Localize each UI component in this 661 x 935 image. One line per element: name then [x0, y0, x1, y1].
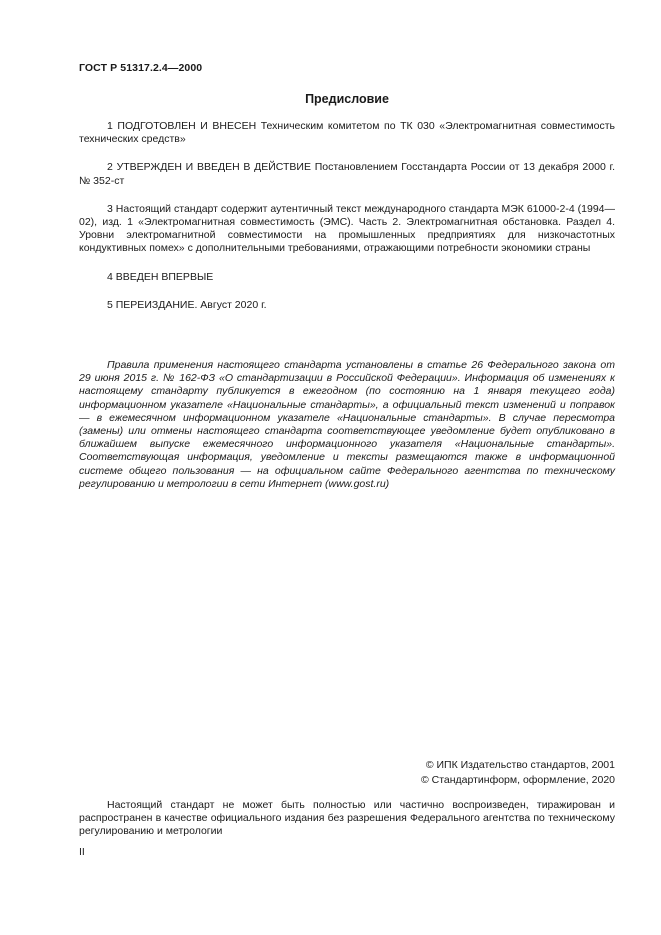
foreword-item-3: 3 Настоящий стандарт содержит аутентичный текст международного стандарта МЭК 61000-2-4 (1994—02), изд. 1 «Электромагнитная совместимость (ЭМС). Часть 2. Электромагнитная обстановка. Раздел 4. Уровни электромагнитной совместимости на промышленных предприятиях для низкочастотных кондуктивных помех» с дополнительными требованиями, отражающими потребности экономики страны	[79, 202, 615, 255]
copyright-line-2: © Стандартинформ, оформление, 2020	[420, 774, 615, 786]
page-title: Предисловие	[305, 92, 389, 106]
standard-application-notice: Правила применения настоящего стандарта установлены в статье 26 Федерального закона от 29 июня 2015 г. № 162-ФЗ «О стандартизации в Российской Федерации». Информация об изменениях к настоящему стандарту публикуется в ежегодном (по состоянию на 1 января текущего года) информационном указателе «Национальные стандарты», а официальный текст изменений и поправок — в ежемесячном информационном указателе «Национальные стандарты». В случае пересмотра (замены) или отмены настоящего стандарта соответствующее уведомление будет опубликовано в ближайшем выпуске ежемесячного информационного указателя «Национальные стандарты». Соответствующая информация, уведомление и тексты размещаются также в информационной системе общего пользования — на официальном сайте Федерального агентства по техническому регулированию и метрологии в сети Интернет (www.gost.ru)	[79, 359, 615, 490]
page-number: II	[79, 846, 85, 858]
copyright-line-1: © ИПК Издательство стандартов, 2001	[425, 759, 615, 771]
reproduction-rights-notice: Настоящий стандарт не может быть полностью или частично воспроизведен, тиражирован и распространен в качестве официального издания без разрешения Федерального агентства по техническому регулированию и метрологии	[79, 799, 615, 838]
foreword-item-1: 1 ПОДГОТОВЛЕН И ВНЕСЕН Техническим комитетом по ТК 030 «Электромагнитная совместимость технических средств»	[79, 120, 615, 146]
foreword-item-2: 2 УТВЕРЖДЕН И ВВЕДЕН В ДЕЙСТВИЕ Постановлением Госстандарта России от 13 декабря 2000 г. № 352-ст	[79, 161, 615, 187]
foreword-item-5: 5 ПЕРЕИЗДАНИЕ. Август 2020 г.	[107, 298, 267, 311]
foreword-item-4: 4 ВВЕДЕН ВПЕРВЫЕ	[107, 270, 214, 283]
copyright-block	[421, 758, 615, 788]
foreword-items	[79, 120, 615, 327]
document-code: ГОСТ Р 51317.2.4—2000	[79, 62, 203, 74]
